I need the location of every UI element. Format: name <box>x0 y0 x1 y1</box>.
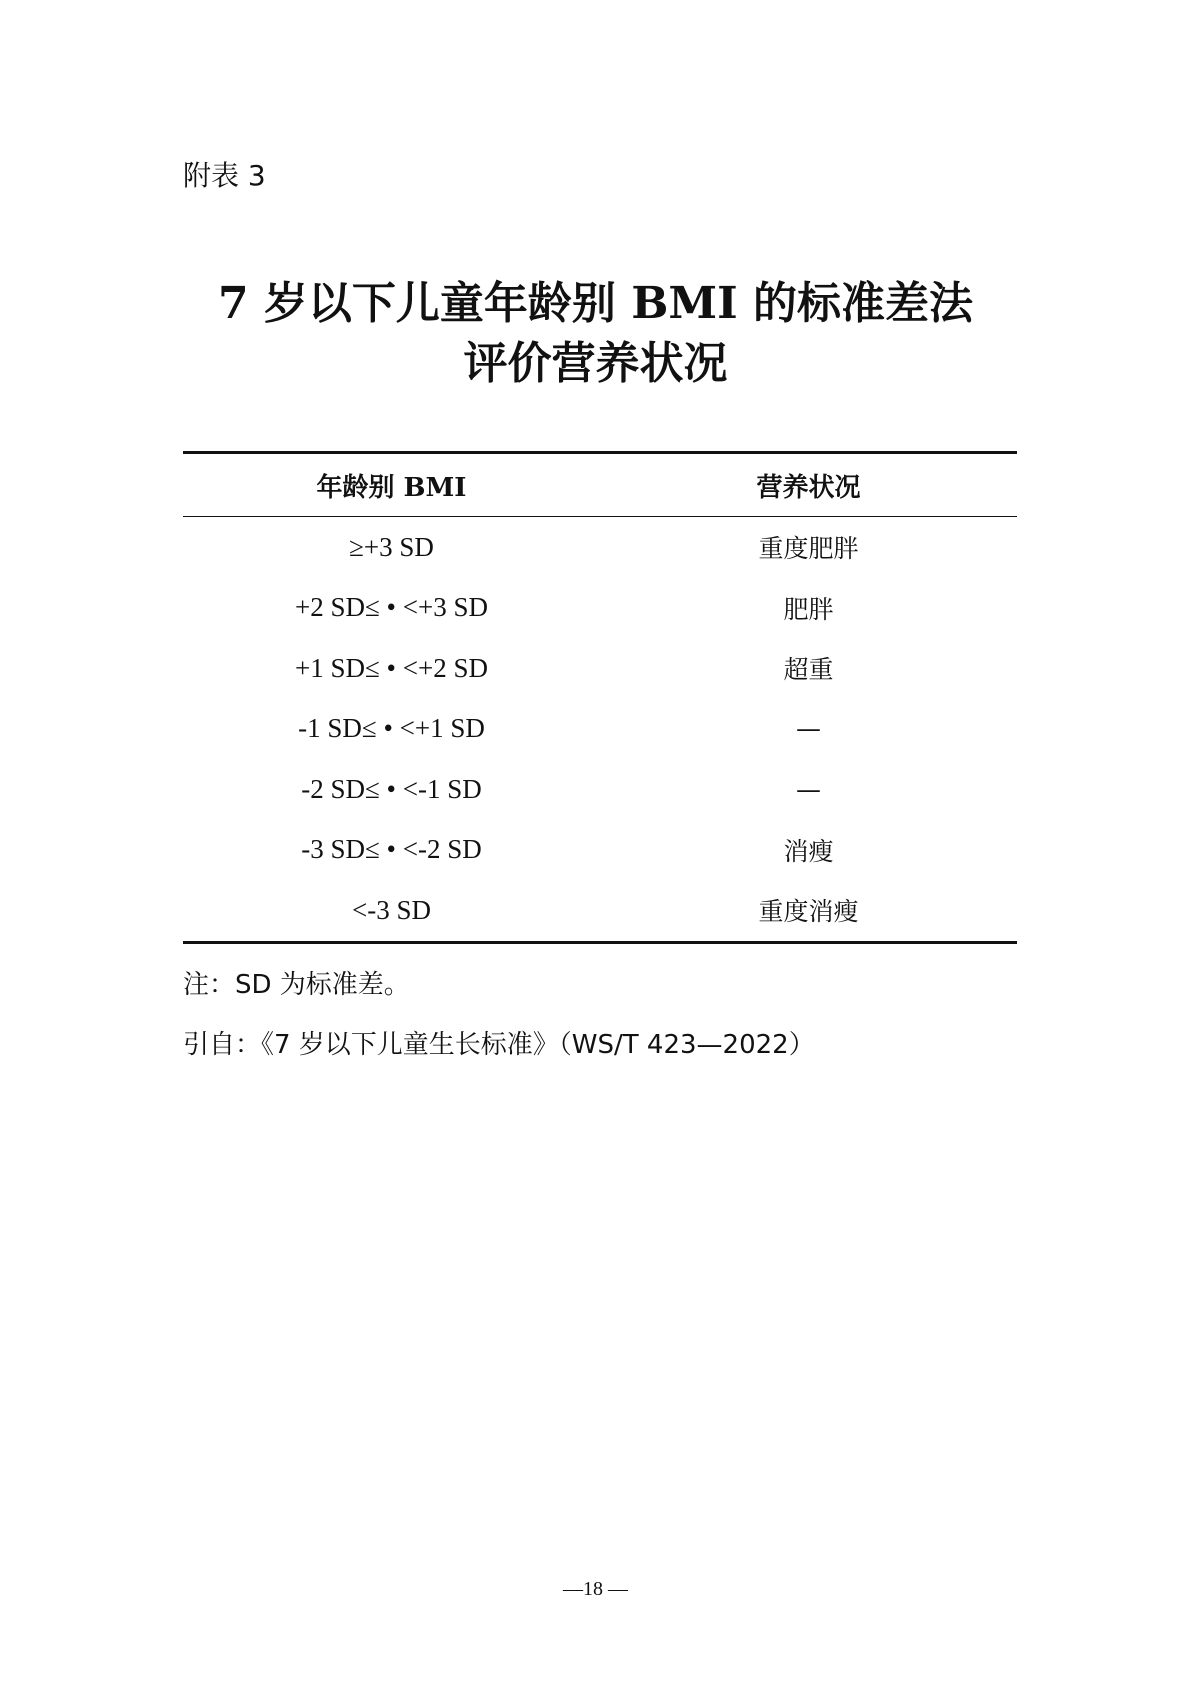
table-row <box>183 517 1017 578</box>
table-row <box>183 638 1017 699</box>
bmi-range-cell: -1 SD≤ • <+1 SD <box>298 713 485 744</box>
table-header-row <box>183 453 1017 517</box>
document-title-line-1: 7 岁以下儿童年龄别 BMI 的标准差法 <box>217 278 974 329</box>
bmi-range-cell: +1 SD≤ • <+2 SD <box>295 652 488 683</box>
bmi-range-cell: ≥+3 SD <box>349 531 434 562</box>
table-row <box>183 578 1017 639</box>
bmi-range-cell: -3 SD≤ • <-2 SD <box>301 834 482 865</box>
appendix-label: 附表 3 <box>183 159 266 192</box>
nutrition-status-table <box>183 451 1017 944</box>
status-cell: 重度肥胖 <box>758 534 859 564</box>
table-row <box>183 820 1017 881</box>
status-cell: — <box>796 774 821 804</box>
table-note: 注：SD 为标准差。 <box>183 970 410 1000</box>
table-row <box>183 759 1017 820</box>
table-row <box>183 699 1017 760</box>
header-nutrition-status: 营养状况 <box>600 453 1017 517</box>
page-number: —18 — <box>563 1578 628 1600</box>
status-cell: 消瘦 <box>783 836 834 866</box>
status-cell: 超重 <box>783 655 834 685</box>
bmi-range-cell: -2 SD≤ • <-1 SD <box>301 773 482 804</box>
status-cell: — <box>796 714 821 744</box>
header-bmi-for-age: 年龄别 BMI <box>183 453 600 517</box>
status-cell: 肥胖 <box>783 594 834 624</box>
table-row <box>183 880 1017 942</box>
bmi-range-cell: +2 SD≤ • <+3 SD <box>295 592 488 623</box>
nutrition-table-container <box>183 451 1017 944</box>
bmi-range-cell: <-3 SD <box>352 894 431 925</box>
status-cell: 重度消瘦 <box>758 897 859 927</box>
source-citation: 引自：《7 岁以下儿童生长标准》（WS/T 423—2022） <box>183 1030 815 1060</box>
document-title-line-2: 评价营养状况 <box>463 338 728 389</box>
